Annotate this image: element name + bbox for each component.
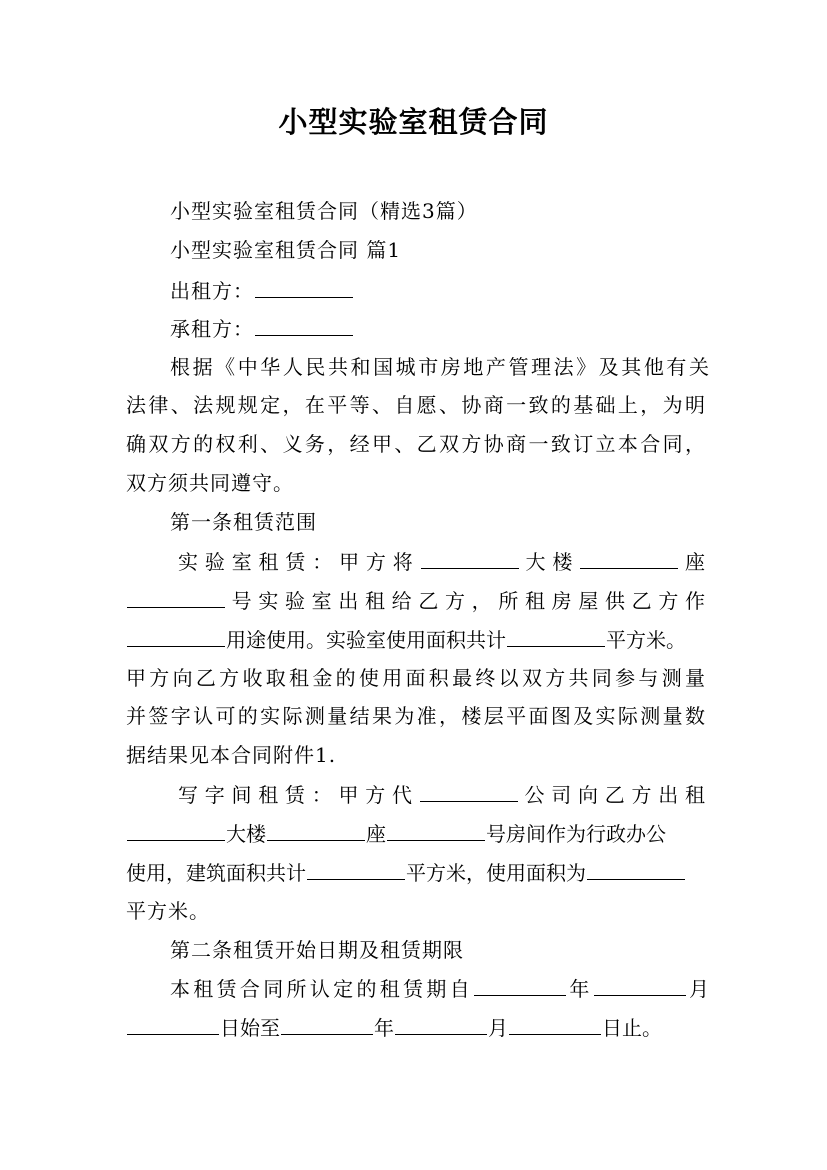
blank-field <box>580 546 678 569</box>
lessee-line <box>170 313 710 344</box>
document-line <box>126 663 706 693</box>
line-text: 日止。 <box>602 1016 662 1040</box>
line-text: 实验室租赁：甲方将 <box>178 550 420 574</box>
line-text: 小型实验室租赁合同 篇1 <box>170 238 402 262</box>
line-text: 号房间作为行政办公 <box>486 822 666 846</box>
document-line <box>126 429 706 459</box>
document-line <box>126 818 706 849</box>
line-text: 第二条租赁开始日期及租赁期限 <box>170 938 464 962</box>
line-text: 大楼 <box>519 550 580 574</box>
line-text: 公司向乙方出租 <box>518 783 706 807</box>
blank-field <box>509 1012 601 1035</box>
line-text: 并签字认可的实际测量结果为准，楼层平面图及实际测量数 <box>126 704 706 728</box>
blank-field <box>594 973 686 996</box>
lessee-label: 承租方： <box>170 317 254 341</box>
line-text: 年 <box>374 1016 394 1040</box>
document-line <box>126 896 706 926</box>
blank-field <box>267 818 365 841</box>
blank-field <box>507 624 605 647</box>
blank-field <box>307 857 405 880</box>
line-text: 确双方的权利、义务，经甲、乙双方协商一致订立本合同， <box>126 432 706 456</box>
blank-field <box>587 857 685 880</box>
blank-field <box>387 818 485 841</box>
line-text: 平方米。 <box>606 628 686 652</box>
line-text: 据结果见本合同附件1. <box>126 743 337 767</box>
blank-field <box>420 779 518 802</box>
blank-field <box>127 818 225 841</box>
lessor-label: 出租方： <box>170 279 254 303</box>
line-text: 根据《中华人民共和国城市房地产管理法》及其他有关 <box>170 355 710 379</box>
blank-field <box>127 624 225 647</box>
document-line <box>126 740 706 770</box>
lessee-blank <box>255 313 353 336</box>
document-title: 小型实验室租赁合同 <box>278 105 549 139</box>
line-text: 甲方向乙方收取租金的使用面积最终以双方共同参与测量 <box>126 666 706 690</box>
line-text: 座 <box>366 822 386 846</box>
line-text: 写字间租赁：甲方代 <box>178 783 419 807</box>
document-line <box>170 352 710 382</box>
document-line <box>126 624 706 655</box>
blank-field <box>474 973 566 996</box>
line-text: 平方米。 <box>126 899 210 923</box>
line-text: 月 <box>488 1016 508 1040</box>
line-text: 本租赁合同所认定的租赁期自 <box>170 977 474 1001</box>
line-text: 大楼 <box>226 822 266 846</box>
line-text: 年 <box>567 977 593 1001</box>
line-text: 小型实验室租赁合同（精选3篇） <box>170 199 478 223</box>
document-line <box>178 546 706 577</box>
document-line <box>170 973 710 1004</box>
line-text: 双方须共同遵守。 <box>126 471 294 495</box>
line-text: 用途使用。实验室使用面积共计 <box>226 628 506 652</box>
document-line <box>126 857 706 888</box>
document-line <box>170 235 710 265</box>
document-line <box>126 585 706 616</box>
document-line <box>126 1012 706 1043</box>
line-text: 月 <box>686 977 710 1001</box>
line-text: 平方米，使用面积为 <box>406 861 586 885</box>
blank-field <box>395 1012 487 1035</box>
blank-field <box>127 585 225 608</box>
blank-field <box>281 1012 373 1035</box>
line-text: 座 <box>679 550 707 574</box>
line-text: 法律、法规规定，在平等、自愿、协商一致的基础上，为明 <box>126 393 706 417</box>
blank-field <box>421 546 519 569</box>
document-line <box>170 196 710 226</box>
document-line <box>126 701 706 731</box>
document-line <box>178 779 706 810</box>
section-heading <box>170 935 710 965</box>
line-text: 号实验室出租给乙方，所租房屋供乙方作 <box>226 589 706 613</box>
blank-field <box>127 1012 219 1035</box>
line-text: 日始至 <box>220 1016 280 1040</box>
lessor-line <box>170 275 710 306</box>
line-text: 第一条租赁范围 <box>170 510 317 534</box>
section-heading <box>170 507 710 537</box>
document-line <box>126 390 706 420</box>
lessor-blank <box>255 275 353 298</box>
document-line <box>126 468 706 498</box>
line-text: 使用，建筑面积共计 <box>126 861 306 885</box>
